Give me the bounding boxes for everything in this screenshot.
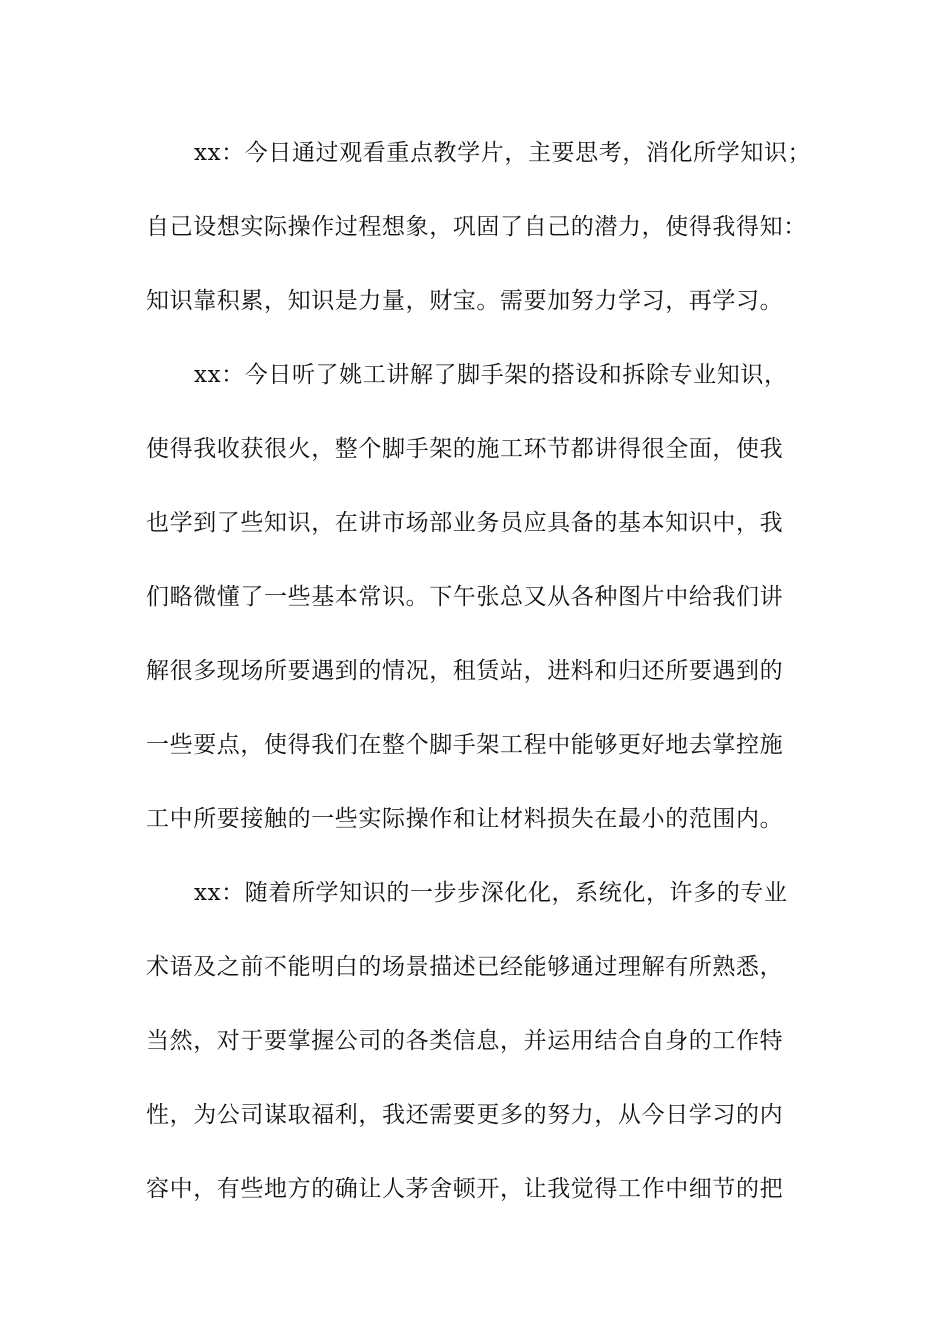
paragraph-2-line-2: 使得我收获很火，整个脚手架的施工环节都讲得很全面，使我 [146,436,784,462]
paragraph-1-line-3: 知识靠积累，知识是力量，财宝。需要加努力学习，再学习。 [146,288,784,314]
paragraph-3-line-1: xx：随着所学知识的一步步深化化，系统化，许多的专业 [194,880,788,906]
paragraph-1-line-2: 自己设想实际操作过程想象，巩固了自己的潜力，使得我得知： [146,214,807,240]
paragraph-3-line-5: 容中，有些地方的确让人茅舍顿开，让我觉得工作中细节的把 [146,1176,784,1202]
paragraph-2-line-5: 解很多现场所要遇到的情况，租赁站，进料和归还所要遇到的 [146,658,784,684]
paragraph-2-line-6: 一些要点，使得我们在整个脚手架工程中能够更好地去掌控施 [146,732,784,758]
paragraph-2-line-4: 们略微懂了一些基本常识。下午张总又从各种图片中给我们讲 [146,584,784,610]
paragraph-1-line-1: xx：今日通过观看重点教学片，主要思考，消化所学知识； [194,140,812,166]
paragraph-2-line-1: xx：今日听了姚工讲解了脚手架的搭设和拆除专业知识， [194,362,788,388]
paragraph-3-line-2: 术语及之前不能明白的场景描述已经能够通过理解有所熟悉， [146,954,784,980]
paragraph-2-line-7: 工中所要接触的一些实际操作和让材料损失在最小的范围内。 [146,806,784,832]
paragraph-3-line-3: 当然，对于要掌握公司的各类信息，并运用结合自身的工作特 [146,1028,784,1054]
paragraph-3-line-4: 性，为公司谋取福利，我还需要更多的努力，从今日学习的内 [146,1102,784,1128]
paragraph-2-line-3: 也学到了些知识，在讲市场部业务员应具备的基本知识中，我 [146,510,784,536]
